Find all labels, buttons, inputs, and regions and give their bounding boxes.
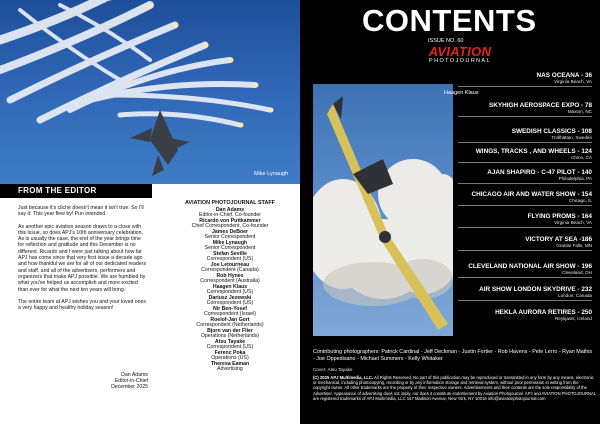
toc-entry-title: FLYING PROMS - 164 xyxy=(527,213,592,220)
staff-role: Correspondent (Canada) xyxy=(201,267,259,273)
staff-name: Mike Lynaugh xyxy=(212,239,248,246)
copyright-body: All Rights Reserved. No part of this publication may be reproduced or transmitted in any form by any means, electronic or mechanical, including photocopying, recording or by any information storage and retrieval system, without prior permission in writing from the copyright owner. All other trademarks are the property of their respective owners. Advertisements and their contents are the sole responsibility of the Advertiser. Appearance of advertising does not imply, nor does it constitute endorsement by Aviation Photojournal. APJ and AVIATION PHOTOJOURNAL are registered trademarks of APJ Multimedia, LLC 167 Madison Avenue, New York, NY 10016 info@aviationphotojournal.com xyxy=(313,375,596,401)
aerobatic-plane-illustration xyxy=(313,84,453,336)
toc-divider xyxy=(458,300,592,301)
signature-line: Dan Adams xyxy=(121,372,148,378)
photo-credit: Haagen Klaus xyxy=(444,90,479,96)
staff-role: Advertising xyxy=(217,366,243,372)
staff-title: AVIATION PHOTOJOURNAL STAFF xyxy=(185,200,275,206)
signature-line: December 2025 xyxy=(111,384,148,391)
staff-name: James DeBoer xyxy=(211,228,249,235)
staff-name: Roelof-Jan Gort xyxy=(210,316,250,323)
toc-entry-location: Cleveland, OH xyxy=(562,270,592,275)
toc-entry[interactable] xyxy=(458,191,592,204)
staff-role: Correspondent (Netherlands) xyxy=(196,322,264,328)
staff-role: Correspondent (US) xyxy=(206,344,254,350)
staff-role: Operations (US) xyxy=(211,355,249,361)
toc-divider xyxy=(458,162,592,163)
staff-list xyxy=(160,201,300,373)
editor-signature xyxy=(80,372,148,391)
jet-flares-illustration xyxy=(0,0,300,184)
toc-entry-location: Virginia Beach, VA xyxy=(554,79,592,84)
toc-entry-title: SWEDISH CLASSICS - 108 xyxy=(511,128,592,135)
staff-role: Correspondent (Australia) xyxy=(200,278,260,284)
staff-role: Correspondent (US) xyxy=(206,289,254,295)
staff-name: Nir Ben-Yosef xyxy=(213,305,247,312)
logo-main: AVIATION xyxy=(428,44,492,59)
staff-name: Dariusz Jezewski xyxy=(208,294,252,301)
magazine-logo xyxy=(420,45,500,64)
staff-name: Ricardo von Puttkammer xyxy=(199,217,261,224)
toc-entry-title: WINGS, TRACKS , AND WHEELS - 124 xyxy=(475,148,592,155)
staff-role: Senior Correspondent xyxy=(204,245,256,251)
toc-divider xyxy=(458,227,592,228)
toc-divider xyxy=(458,277,592,278)
staff-role: Chief Correspondent, Co-founder xyxy=(191,223,269,229)
toc-entry-location: Reykjavik, Iceland xyxy=(554,316,592,321)
toc-entry-title: CLEVELAND NATIONAL AIR SHOW - 196 xyxy=(468,263,592,270)
toc-entry-location: Virginia Beach, VA xyxy=(554,220,592,225)
toc-divider xyxy=(458,250,592,251)
aerobatic-plane-photo xyxy=(313,84,453,336)
toc-entry[interactable] xyxy=(458,148,592,161)
toc-entry-location: Philadelphia, PA xyxy=(558,176,592,181)
toc-divider xyxy=(458,86,592,87)
staff-name: Joe Letourneau xyxy=(210,261,250,268)
staff-role: Senior Correspondent xyxy=(204,234,256,240)
toc-entry-location: Trollhättan, Sweden xyxy=(551,135,592,140)
toc-entry[interactable] xyxy=(458,169,592,182)
staff-name: Ferenc Poka xyxy=(214,349,246,356)
right-page xyxy=(300,0,600,424)
staff-role: Correspondent (US) xyxy=(206,256,254,262)
toc-divider xyxy=(458,205,592,206)
staff-members xyxy=(160,208,300,373)
toc-entry-title: HEKLA AURORA RETIRES - 250 xyxy=(495,309,592,316)
copyright-lead: (C) 2025 APJ Multimedia, LLC. xyxy=(313,375,374,380)
cover-credit: Cover: Atsu Tayake xyxy=(313,367,353,372)
toc-entry[interactable] xyxy=(458,128,592,141)
toc-entry-title: SKYHIGH AEROSPACE EXPO - 78 xyxy=(489,102,592,109)
toc-divider xyxy=(458,183,592,184)
editor-paragraph: The entire team at APJ wishes you and your loved ones a very happy and healthy holiday season! xyxy=(18,298,147,312)
staff-name: Theresa Eaman xyxy=(210,360,250,367)
toc-entry-title: AIR SHOW LONDON SKYDRIVE - 232 xyxy=(479,286,592,293)
toc-entry[interactable] xyxy=(458,213,592,226)
issue-number: ISSUE NO. 60 xyxy=(428,38,464,44)
toc-entry[interactable] xyxy=(458,263,592,276)
logo-sub: PHOTOJOURNAL xyxy=(429,58,491,64)
staff-name: Haagen Klaus xyxy=(212,283,248,290)
editor-title: FROM THE EDITOR xyxy=(18,186,97,195)
contents-title: CONTENTS xyxy=(362,3,537,38)
toc-entry[interactable] xyxy=(458,309,592,322)
staff-role: Correspondent (US) xyxy=(206,300,254,306)
editor-paragraph: As another epic aviation season draws to a close with this issue, so does APJ's 10th anniversary celebration. As is usually the case, the end of the year brings time for reflection and gratitude and this December is no different. Ricardo and I were just talking about how far APJ has come since that very first issue a decade ago and how thankful we are for all of our dedicated readers and staff, and all of the advertisers, performers and organizers that make APJ possible. We are humbled by what you've helped us accomplish and more excited than ever for what the next ten years will bring. xyxy=(18,223,147,293)
toc-entry-title: NAS OCEANA - 36 xyxy=(536,72,592,79)
staff-role: Correspondent (Israel) xyxy=(204,311,256,317)
contributors: Contributing photographers: Patrick Cardinal - Jeff Deckman - Justin Fortier - Rob Havens - Pete Lerro - Ryan Mathis - Joe Oppedisano - Michael Summers - Kelly Whitaker xyxy=(313,349,593,362)
photo-credit: Mike Lynaugh xyxy=(253,171,288,177)
toc-entry[interactable] xyxy=(458,286,592,299)
staff-role: Operations (Netherlands) xyxy=(200,333,260,339)
toc-entry-location: Chino, CA xyxy=(571,155,592,160)
toc-entry-location: London, Canada xyxy=(558,293,592,298)
staff-name: Atsu Tayake xyxy=(214,338,246,345)
toc-entry-title: CHICAGO AIR AND WATER SHOW - 154 xyxy=(471,191,592,198)
staff-name: Bjorn van der Flier xyxy=(207,327,253,334)
staff-name: Rob Hynes xyxy=(216,272,244,279)
toc-entry-title: VICTORY AT SEA -186 xyxy=(525,236,592,243)
toc-divider xyxy=(458,116,592,117)
jet-flares-photo xyxy=(0,0,300,184)
toc-entry-title: AJAN SHAPIRO - C-47 PILOT - 140 xyxy=(487,169,592,176)
toc-entry-location: Granite Falls, MN xyxy=(556,243,592,248)
editor-letter xyxy=(18,205,148,317)
editor-paragraph: Just because it's cliche doesn't mean it isn't true. So I'll say it: This year flew by! Pun intended. xyxy=(18,205,144,218)
toc-entry[interactable] xyxy=(458,72,592,85)
staff-role: Editor-in-Chief, Co-founder xyxy=(199,212,261,218)
staff-name: Dan Adams xyxy=(215,206,245,213)
staff-name: Stefan Seville xyxy=(213,250,247,257)
toc-entry[interactable] xyxy=(458,102,592,115)
signature-line: Editor-in-Chief xyxy=(114,378,148,385)
toc-entry[interactable] xyxy=(458,236,592,249)
copyright-notice xyxy=(313,375,596,401)
toc-entry-location: Chicago, IL xyxy=(568,198,592,203)
toc-divider xyxy=(458,142,592,143)
toc-entry-location: Maxton, NC xyxy=(567,109,592,114)
